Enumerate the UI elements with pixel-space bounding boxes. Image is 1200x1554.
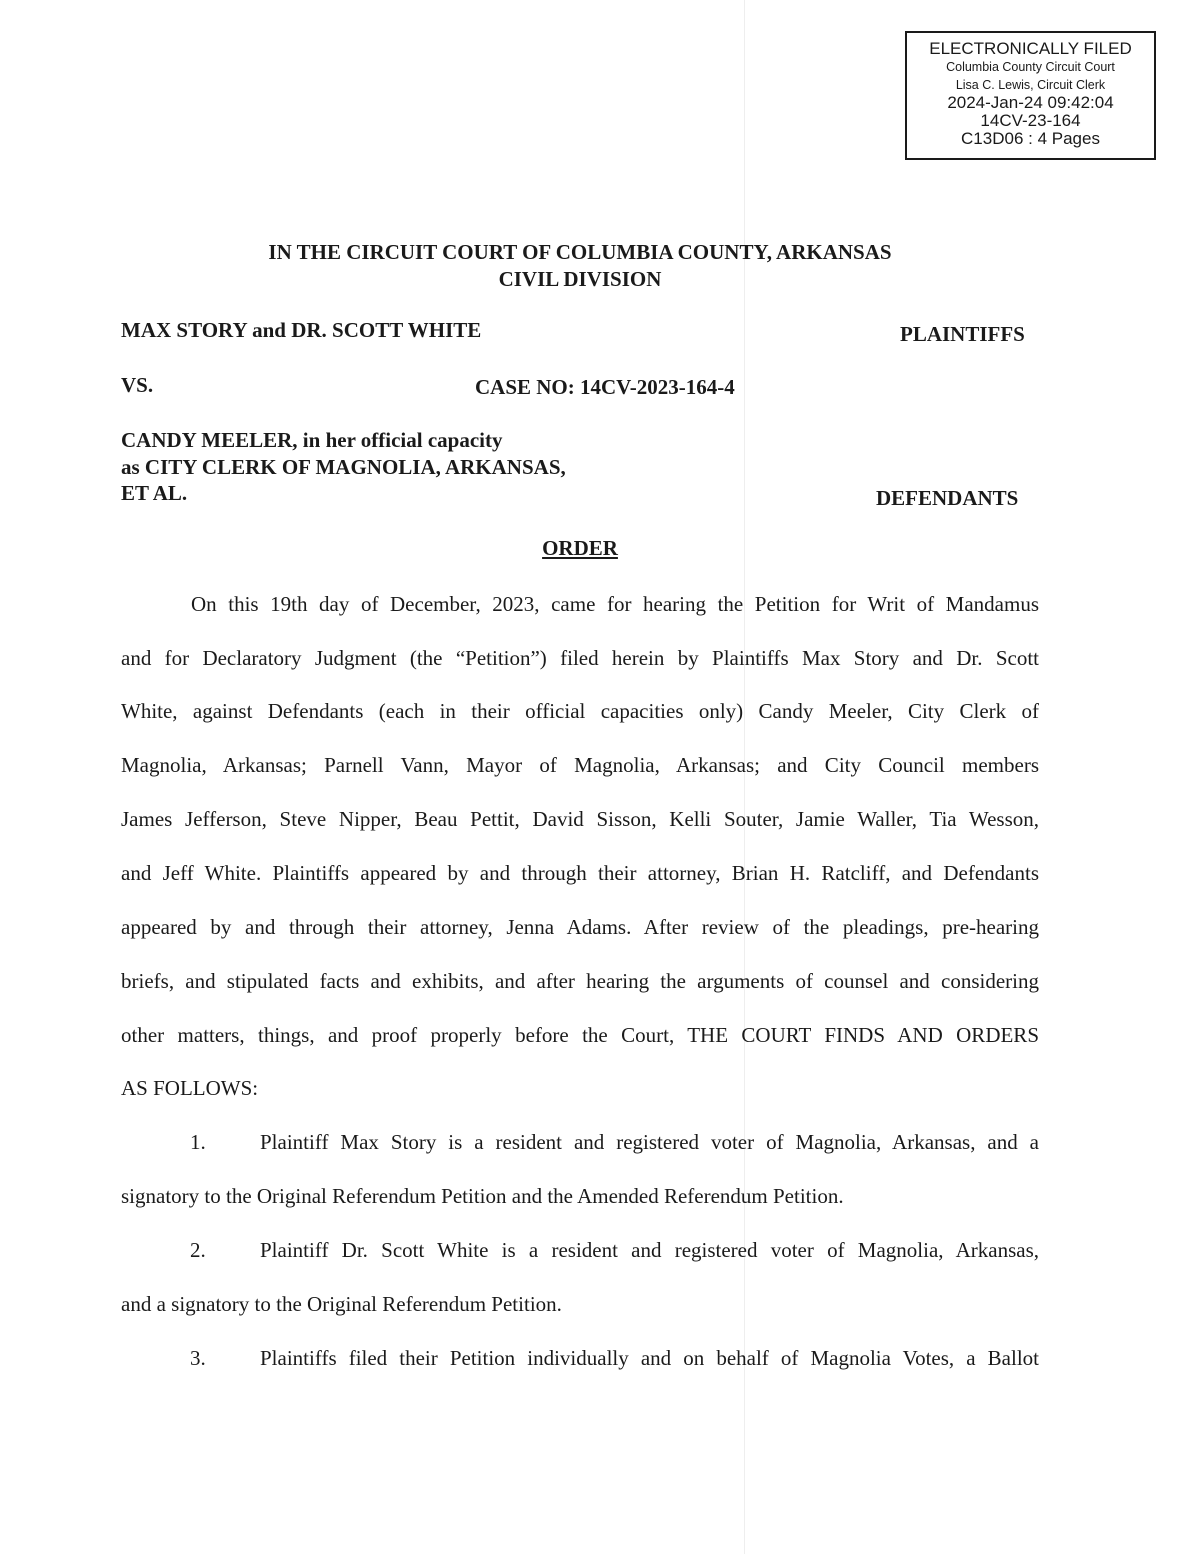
item-3-line-1: Plaintiffs filed their Petition individually and on behalf of Magnolia Votes, a Ballot [260,1346,1039,1370]
defendants-label: DEFENDANTS [876,486,1019,510]
item-2-line-1: Plaintiff Dr. Scott White is a resident and registered voter of Magnolia, Arkansas, [260,1238,1039,1262]
versus-label: VS. [121,373,154,397]
intro-line: and Jeff White. Plaintiffs appeared by and through their attorney, Brian H. Ratcliff, and Defendants [121,861,1039,885]
item-number: 3. [190,1346,206,1370]
item-1-line-1: Plaintiff Max Story is a resident and registered voter of Magnolia, Arkansas, and a [260,1130,1039,1154]
division-heading: CIVIL DIVISION [498,267,662,291]
case-number: CASE NO: 14CV-2023-164-4 [475,375,735,399]
intro-line: AS FOLLOWS: [121,1076,259,1100]
stamp-case-number: 14CV-23-164 [980,111,1081,130]
item-1-line-2: signatory to the Original Referendum Petition and the Amended Referendum Petition. [121,1184,844,1208]
item-number: 2. [190,1238,206,1262]
stamp-filed-label: ELECTRONICALLY FILED [929,39,1132,58]
defendant-line-3: ET AL. [121,481,188,505]
defendant-line-2: as CITY CLERK OF MAGNOLIA, ARKANSAS, [121,455,566,479]
item-2-line-2: and a signatory to the Original Referendum Petition. [121,1292,562,1316]
order-title: ORDER [542,536,618,560]
item-number: 1. [190,1130,206,1154]
stamp-pages: C13D06 : 4 Pages [961,129,1100,148]
stamp-datetime: 2024-Jan-24 09:42:04 [947,93,1114,112]
plaintiffs-label: PLAINTIFFS [900,322,1025,346]
intro-line: On this 19th day of December, 2023, came for hearing the Petition for Writ of Mandamus [191,592,1039,616]
intro-line: and for Declaratory Judgment (the “Petition”) filed herein by Plaintiffs Max Story and Dr. Scott [121,646,1039,670]
court-heading: IN THE CIRCUIT COURT OF COLUMBIA COUNTY, ARKANSAS [268,240,892,264]
intro-line: Magnolia, Arkansas; Parnell Vann, Mayor of Magnolia, Arkansas; and City Council members [121,753,1039,777]
filing-stamp [905,31,1156,160]
intro-line: appeared by and through their attorney, Jenna Adams. After review of the pleadings, pre-hearing [121,915,1039,939]
stamp-clerk: Lisa C. Lewis, Circuit Clerk [955,78,1106,92]
plaintiffs-names: MAX STORY and DR. SCOTT WHITE [121,318,482,342]
stamp-court: Columbia County Circuit Court [946,60,1115,74]
intro-line: other matters, things, and proof properly before the Court, THE COURT FINDS AND ORDERS [121,1023,1039,1047]
intro-line: briefs, and stipulated facts and exhibits, and after hearing the arguments of counsel and considering [121,969,1039,993]
defendant-line-1: CANDY MEELER, in her official capacity [121,428,503,452]
intro-line: White, against Defendants (each in their official capacities only) Candy Meeler, City Clerk of [121,699,1039,723]
intro-line: James Jefferson, Steve Nipper, Beau Pettit, David Sisson, Kelli Souter, Jamie Waller, Tia Wesson, [121,807,1039,831]
